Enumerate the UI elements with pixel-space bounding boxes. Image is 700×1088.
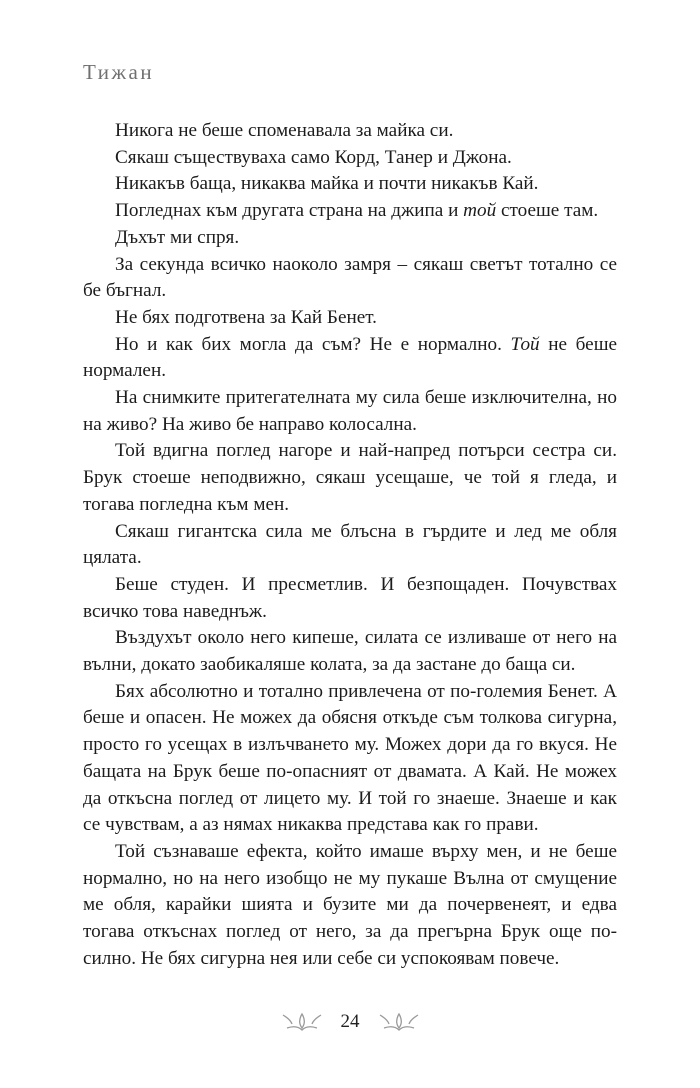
- paragraph: [83, 118, 617, 145]
- page-number: 24: [340, 1011, 360, 1032]
- paragraph: [83, 198, 617, 225]
- text-run: Погледнах към другата страна на джипа и: [115, 200, 464, 222]
- text-run: За секунда всичко наоколо замря – сякаш светът тотално се бе бъгнал.: [83, 253, 617, 302]
- paragraph: [83, 332, 617, 385]
- paragraph: [83, 625, 617, 678]
- text-run: Дъхът ми спря.: [115, 226, 240, 248]
- text-run: Никакъв баща, никаква майка и почти никакъв Кай.: [115, 173, 539, 195]
- running-header: Тижан: [83, 60, 155, 84]
- text-run: не беше нормален.: [83, 333, 617, 382]
- paragraph: [83, 519, 617, 572]
- paragraph: [83, 225, 617, 252]
- text-run: стоеше там.: [496, 200, 599, 222]
- text-run: Но и как бих могла да съм? Не е нормално.: [115, 333, 511, 355]
- text-run: Бях абсолютно и тотално привлечена от по-големия Бенет. А беше и опасен. Не можех да обясня откъде съм толкова сигурна, просто го усещах в излъчването му. Можех дори да го вкуся. Не бащата на Брук беше по-опасният от двамата. А Кай. Не можех да откъсна поглед от лицето му. И той го знаеше. Знаеше и как се чувствам, а аз нямах никаква представа как го прави.: [83, 680, 617, 836]
- paragraph: [83, 679, 617, 839]
- text-run: Той вдигна поглед нагоре и най-напред потърси сестра си. Брук стоеше неподвижно, сякаш усещаше, че той я гледа, и тогава погледна към мен.: [83, 440, 617, 515]
- text-run: Сякаш гигантска сила ме блъсна в гърдите и лед ме обля цялата.: [83, 520, 617, 569]
- paragraph: [83, 305, 617, 332]
- right-fleuron-icon: [376, 1011, 422, 1033]
- text-run: Въздухът около него кипеше, силата се изливаше от него на вълни, докато заобикаляше колата, за да застане до баща си.: [83, 627, 617, 676]
- text-run: Не бях подготвена за Кай Бенет.: [115, 306, 377, 328]
- italic-run: Той: [510, 333, 540, 355]
- paragraph: [83, 438, 617, 518]
- text-run: Той съзнаваше ефекта, който имаше върху мен, и не беше нормално, но на него изобщо не му пукаше Вълна от смущение ме обля, карайки шията и бузите ми да почервенеят, и едва тогава откъснах поглед от него, за да прегърна Брук още по-силно. Не бях сигурна нея или себе си успокоявам повече.: [83, 840, 617, 969]
- paragraph: [83, 171, 617, 198]
- text-run: Никога не беше споменавала за майка си.: [115, 120, 454, 141]
- paragraph: [83, 252, 617, 305]
- text-run: На снимките притегателната му сила беше изключителна, но на живо? На живо бе направо колосална.: [83, 387, 617, 435]
- left-fleuron-icon: [279, 1011, 325, 1033]
- paragraph: [83, 385, 617, 438]
- page-footer: [0, 1011, 700, 1033]
- paragraph: [83, 839, 617, 973]
- text-run: Беше студен. И пресметлив. И безпощаден. Почувствах всичко това наведнъж.: [83, 573, 617, 622]
- italic-run: той: [463, 200, 497, 222]
- text-run: Сякаш съществуваха само Корд, Танер и Джона.: [115, 146, 512, 168]
- paragraph: [83, 572, 617, 625]
- paragraph: [83, 145, 617, 172]
- body-text: [83, 118, 617, 973]
